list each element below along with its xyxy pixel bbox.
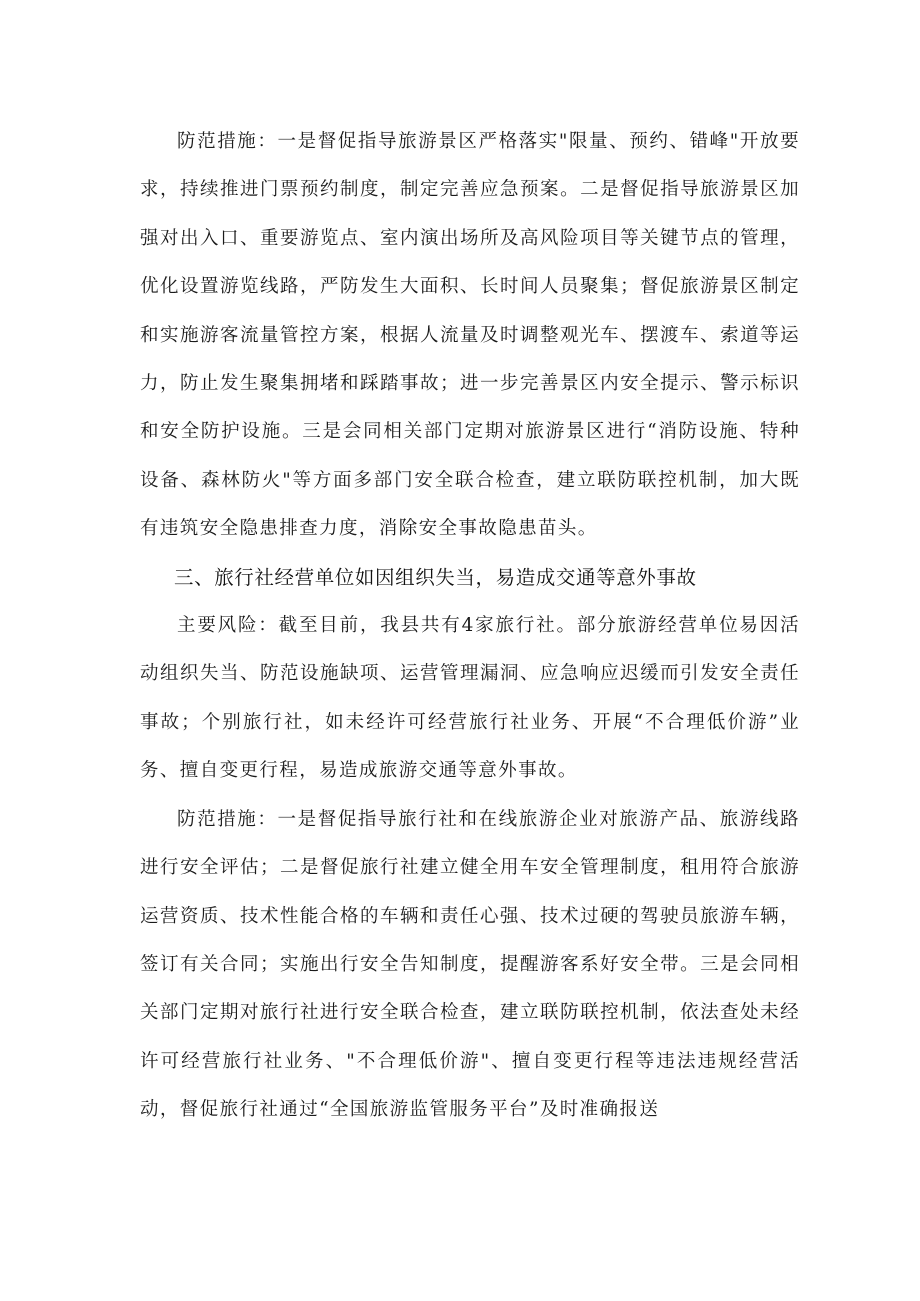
document-body: [140, 118, 800, 1135]
section-heading-travel-agencies: 三、旅行社经营单位如因组织失当，易造成交通等意外事故: [174, 565, 697, 589]
paragraph-prevention-measures-travel-agencies: 防范措施：一是督促指导旅行社和在线旅游企业对旅游产品、旅游线路进行安全评估；二是督促旅行社建立健全用车安全管理制度，租用符合旅游运营资质、技术性能合格的车辆和责任心强、技术过硬的驾驶员旅游车辆，签订有关合同；实施出行安全告知制度，提醒游客系好安全带。三是会同相关部门定期对旅行社进行安全联合检查，建立联防联控机制，依法查处未经许可经营旅行社业务、"不合理低价游"、擅自变更行程等违法违规经营活动，督促旅行社通过“全国旅游监管服务平台”及时准确报送: [140, 808, 800, 1121]
paragraph-prevention-measures-scenic-areas: 防范措施：一是督促指导旅游景区严格落实"限量、预约、错峰"开放要求，持续推进门票预约制度，制定完善应急预案。二是督促指导旅游景区加强对出入口、重要游览点、室内演出场所及高风险项目等关键节点的管理，优化设置游览线路，严防发生大面积、长时间人员聚集；督促旅游景区制定和实施游客流量管控方案，根据人流量及时调整观光车、摆渡车、索道等运力，防止发生聚集拥堵和踩踏事故；进一步完善景区内安全提示、警示标识和安全防护设施。三是会同相关部门定期对旅游景区进行“消防设施、特种设备、森林防火"等方面多部门安全联合检查，建立联防联控机制，加大既有违筑安全隐患排查力度，消除安全事故隐患苗头。: [140, 131, 800, 540]
paragraph-main-risks: 主要风险：截至目前，我县共有4家旅行社。部分旅游经营单位易因活动组织失当、防范设施缺项、运营管理漏洞、应急响应迟缓而引发安全责任事故；个别旅行社，如未经许可经营旅行社业务、开展“不合理低价游”业务、擅自变更行程，易造成旅游交通等意外事故。: [140, 615, 800, 782]
